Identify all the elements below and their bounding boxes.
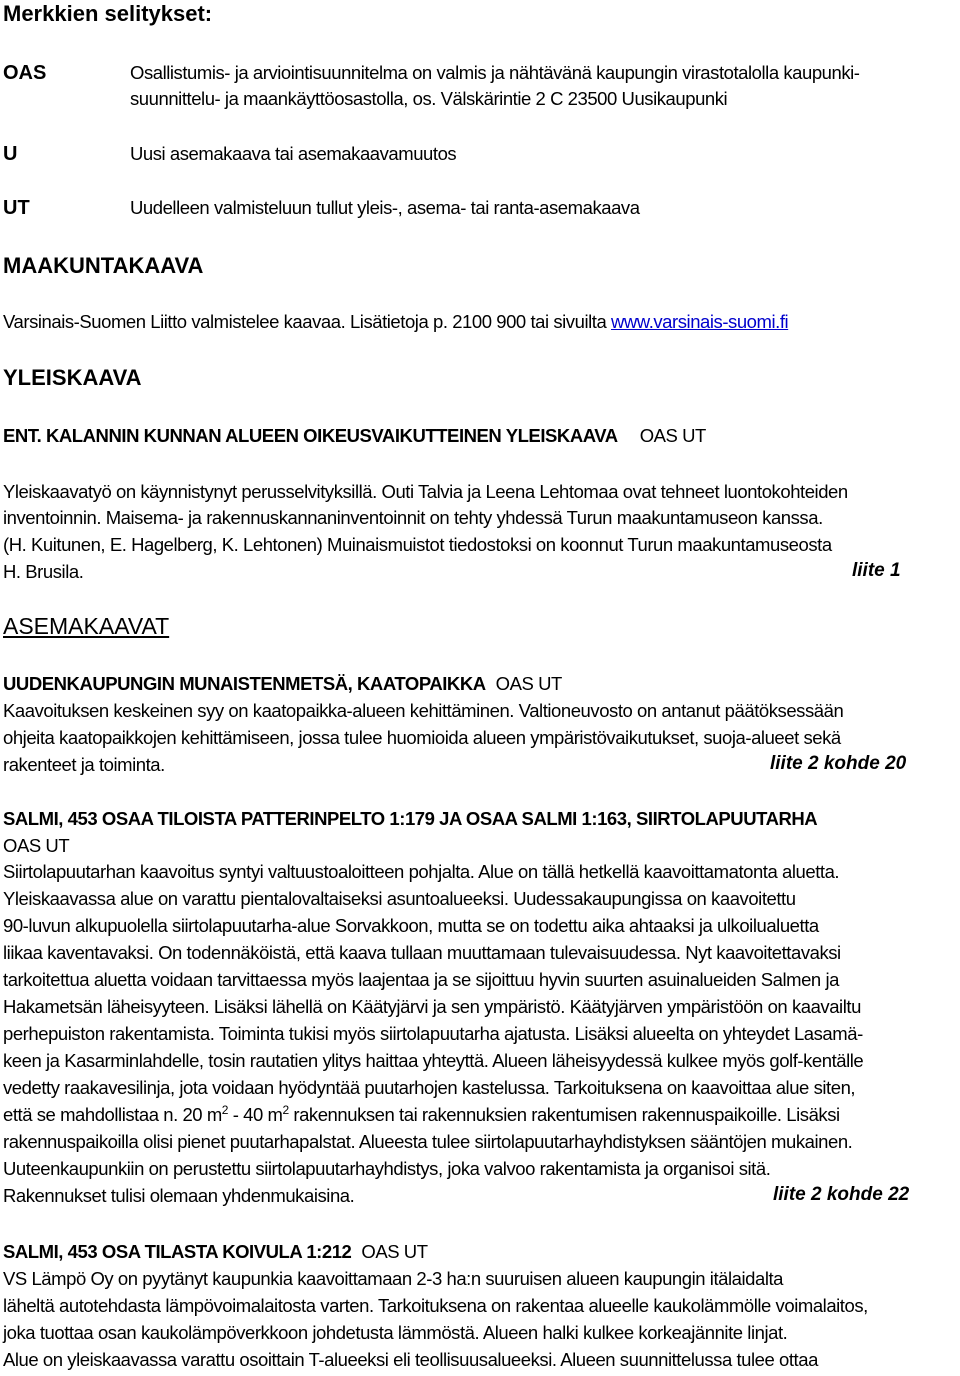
- yleiskaava-line: (H. Kuitunen, E. Hagelberg, K. Lehtonen) Muinaismuistot tiedostoksi on koonnut Turun maakuntamuseosta: [3, 534, 832, 555]
- asemakaava-item-note: liite 2 kohde 20: [770, 753, 907, 774]
- asemakaava-item-line: Rakennukset tulisi olemaan yhdenmukaisina.: [3, 1185, 355, 1206]
- asemakaava-item-line: Hakametsän läheisyyteen. Lisäksi lähellä on Käätyjärvi ja sen ympäristö. Käätyjärven ympäristöön on kaavailtu: [3, 996, 861, 1017]
- asemakaava-item-line: rakennuspaikoilla olisi pienet puutarhapalstat. Alueesta tulee siirtolapuutarhayhdistyksen sääntöjen mukainen.: [3, 1131, 853, 1152]
- legend-code-u: U: [3, 143, 18, 165]
- asemakaava-item-line: Uuteenkaupunkiin on perustettu siirtolapuutarhayhdistys, joka valvoo rakentamista ja organisoi sitä.: [3, 1158, 771, 1179]
- asemakaava-item-line: läheltä autotehdasta lämpövoimalaitosta varten. Tarkoituksena on rakentaa alueelle kaukolämmölle voimalaitos,: [3, 1295, 868, 1316]
- asemakaava-item-note: liite 2 kohde 22: [773, 1184, 910, 1205]
- yleiskaava-line: inventoinnin. Maisema- ja rakennuskannaninventoinnit on tehty yhdessä Turun maakuntamuseon kanssa.: [3, 507, 823, 528]
- legend-code-ut: UT: [3, 197, 30, 219]
- asemakaava-item-line: 90-luvun alkupuolella siirtolapuutarha-alue Sorvakkoon, mutta se on todettu aika ahtaaksi ja ulkoilualuetta: [3, 915, 819, 936]
- asemakaava-item-line: Siirtolapuutarhan kaavoitus syntyi valtuustoaloitteen pohjalta. Alue on tällä hetkellä kaavoittamatonta aluetta.: [3, 861, 840, 882]
- asemakaava-item-title-row: [3, 672, 562, 696]
- asemakaava-item-tags: OAS UT: [361, 1241, 428, 1262]
- asemakaava-item-line: tarkoitettua aluetta voidaan tarvittaessa myös laajentaa ja se sijoittuu hyvin suurten asuinalueiden Salmen ja: [3, 969, 839, 990]
- asemakaava-item-title: SALMI, 453 OSAA TILOISTA PATTERINPELTO 1:179 JA OSAA SALMI 1:163, SIIRTOLAPUUTARHA: [3, 808, 818, 829]
- asemakaava-item-title-row: [3, 1240, 428, 1264]
- legend-desc-u: Uusi asemakaava tai asemakaavamuutos: [130, 143, 457, 164]
- legend-desc-oas-1: Osallistumis- ja arviointisuunnitelma on valmis ja nähtävänä kaupungin virastotalolla kaupunki-: [130, 62, 860, 83]
- asemakaava-item-tags: OAS UT: [3, 835, 70, 856]
- yleiskaava-line: Yleiskaavatyö on käynnistynyt perusselvityksillä. Outi Talvia ja Leena Lehtomaa ovat tehneet luontokohteiden: [3, 481, 848, 502]
- superscript: 2: [282, 1102, 289, 1117]
- line-part: että se mahdollistaa n. 20 m: [3, 1104, 222, 1125]
- yleiskaava-note: liite 1: [852, 560, 901, 581]
- asemakaava-item-line: keen ja Kasarminlahdelle, tosin rautatien ylitys haittaa yhteyttä. Alueen läheisyydessä kulkee myös golf-kentälle: [3, 1050, 864, 1071]
- asemakaavat-heading: ASEMAKAAVAT: [3, 613, 170, 639]
- asemakaava-item-line: rakenteet ja toiminta.: [3, 754, 165, 775]
- legend-code-oas: OAS: [3, 62, 47, 84]
- asemakaava-item-line: Alue on yleiskaavassa varattu osoittain T-alueeksi eli teollisuusalueeksi. Alueen suunnittelussa tulee ottaa: [3, 1349, 818, 1370]
- asemakaava-item-line: liikaa kaventavaksi. On todennäköistä, että kaava tullaan muuttamaan tulevaisuudessa. Nyt kaavoitettavaksi: [3, 942, 841, 963]
- line-part: rakennuksen tai rakennuksien rakentumisen rakennuspaikoille. Lisäksi: [288, 1104, 840, 1125]
- maakuntakaava-link[interactable]: www.varsinais-suomi.fi: [610, 311, 789, 332]
- yleiskaava-item-tags: OAS UT: [639, 425, 706, 446]
- asemakaava-item-line: ohjeita kaatopaikkojen kehittämiseen, jossa tulee huomioida alueen ympäristövaikutukset, suoja-alueet sekä: [3, 727, 841, 748]
- yleiskaava-item-title-row: [3, 424, 706, 448]
- legend-title: Merkkien selitykset:: [3, 1, 213, 26]
- asemakaava-item-line: Yleiskaavassa alue on varattu pientalovaltaiseksi asuntoalueeksi. Uudessakaupungissa on kaavoitettu: [3, 888, 796, 909]
- legend-desc-ut: Uudelleen valmisteluun tullut yleis-, asema- tai ranta-asemakaava: [130, 197, 640, 218]
- superscript: 2: [221, 1102, 229, 1117]
- maakuntakaava-text-body: Varsinais-Suomen Liitto valmistelee kaavaa. Lisätietoja p. 2100 900 tai sivuilta: [3, 311, 611, 332]
- asemakaava-item-tags: OAS UT: [495, 673, 562, 694]
- yleiskaava-heading: YLEISKAAVA: [3, 365, 142, 390]
- asemakaava-item-line: Kaavoituksen keskeinen syy on kaatopaikka-alueen kehittäminen. Valtioneuvosto on antanut päätöksessään: [3, 700, 844, 721]
- legend-desc-oas-2: suunnittelu- ja maankäyttöosastolla, os. Välskärintie 2 C 23500 Uusikaupunki: [130, 88, 728, 109]
- asemakaava-item-line: joka tuottaa osan kaukolämpöverkkoon johdetusta lämmöstä. Alueen halki kulkee korkeajännite linjat.: [3, 1322, 788, 1343]
- asemakaava-item-title: UUDENKAUPUNGIN MUNAISTENMETSÄ, KAATOPAIKKA: [3, 673, 486, 694]
- maakuntakaava-text: [3, 310, 788, 334]
- asemakaava-item-line: perhepuiston rakentamista. Toiminta tukisi myös siirtolapuutarha ajatusta. Lisäksi alueelta on yhteydet Lasamä-: [3, 1023, 863, 1044]
- asemakaava-item-line: vedetty raakavesilinja, jota voidaan hyödyntää puutarhojen kastelussa. Tarkoituksena on kaavoittaa alue siten,: [3, 1077, 856, 1098]
- yleiskaava-line: H. Brusila.: [3, 561, 84, 582]
- asemakaava-item-line-sup: [3, 1103, 840, 1127]
- yleiskaava-item-title: ENT. KALANNIN KUNNAN ALUEEN OIKEUSVAIKUTTEINEN YLEISKAAVA: [3, 425, 618, 446]
- line-part: - 40 m: [228, 1104, 283, 1125]
- maakuntakaava-heading: MAAKUNTAKAAVA: [3, 253, 204, 278]
- asemakaava-item-line: VS Lämpö Oy on pyytänyt kaupunkia kaavoittamaan 2-3 ha:n suuruisen alueen kaupungin itälaidalta: [3, 1268, 784, 1289]
- asemakaava-item-title: SALMI, 453 OSA TILASTA KOIVULA 1:212: [3, 1241, 352, 1262]
